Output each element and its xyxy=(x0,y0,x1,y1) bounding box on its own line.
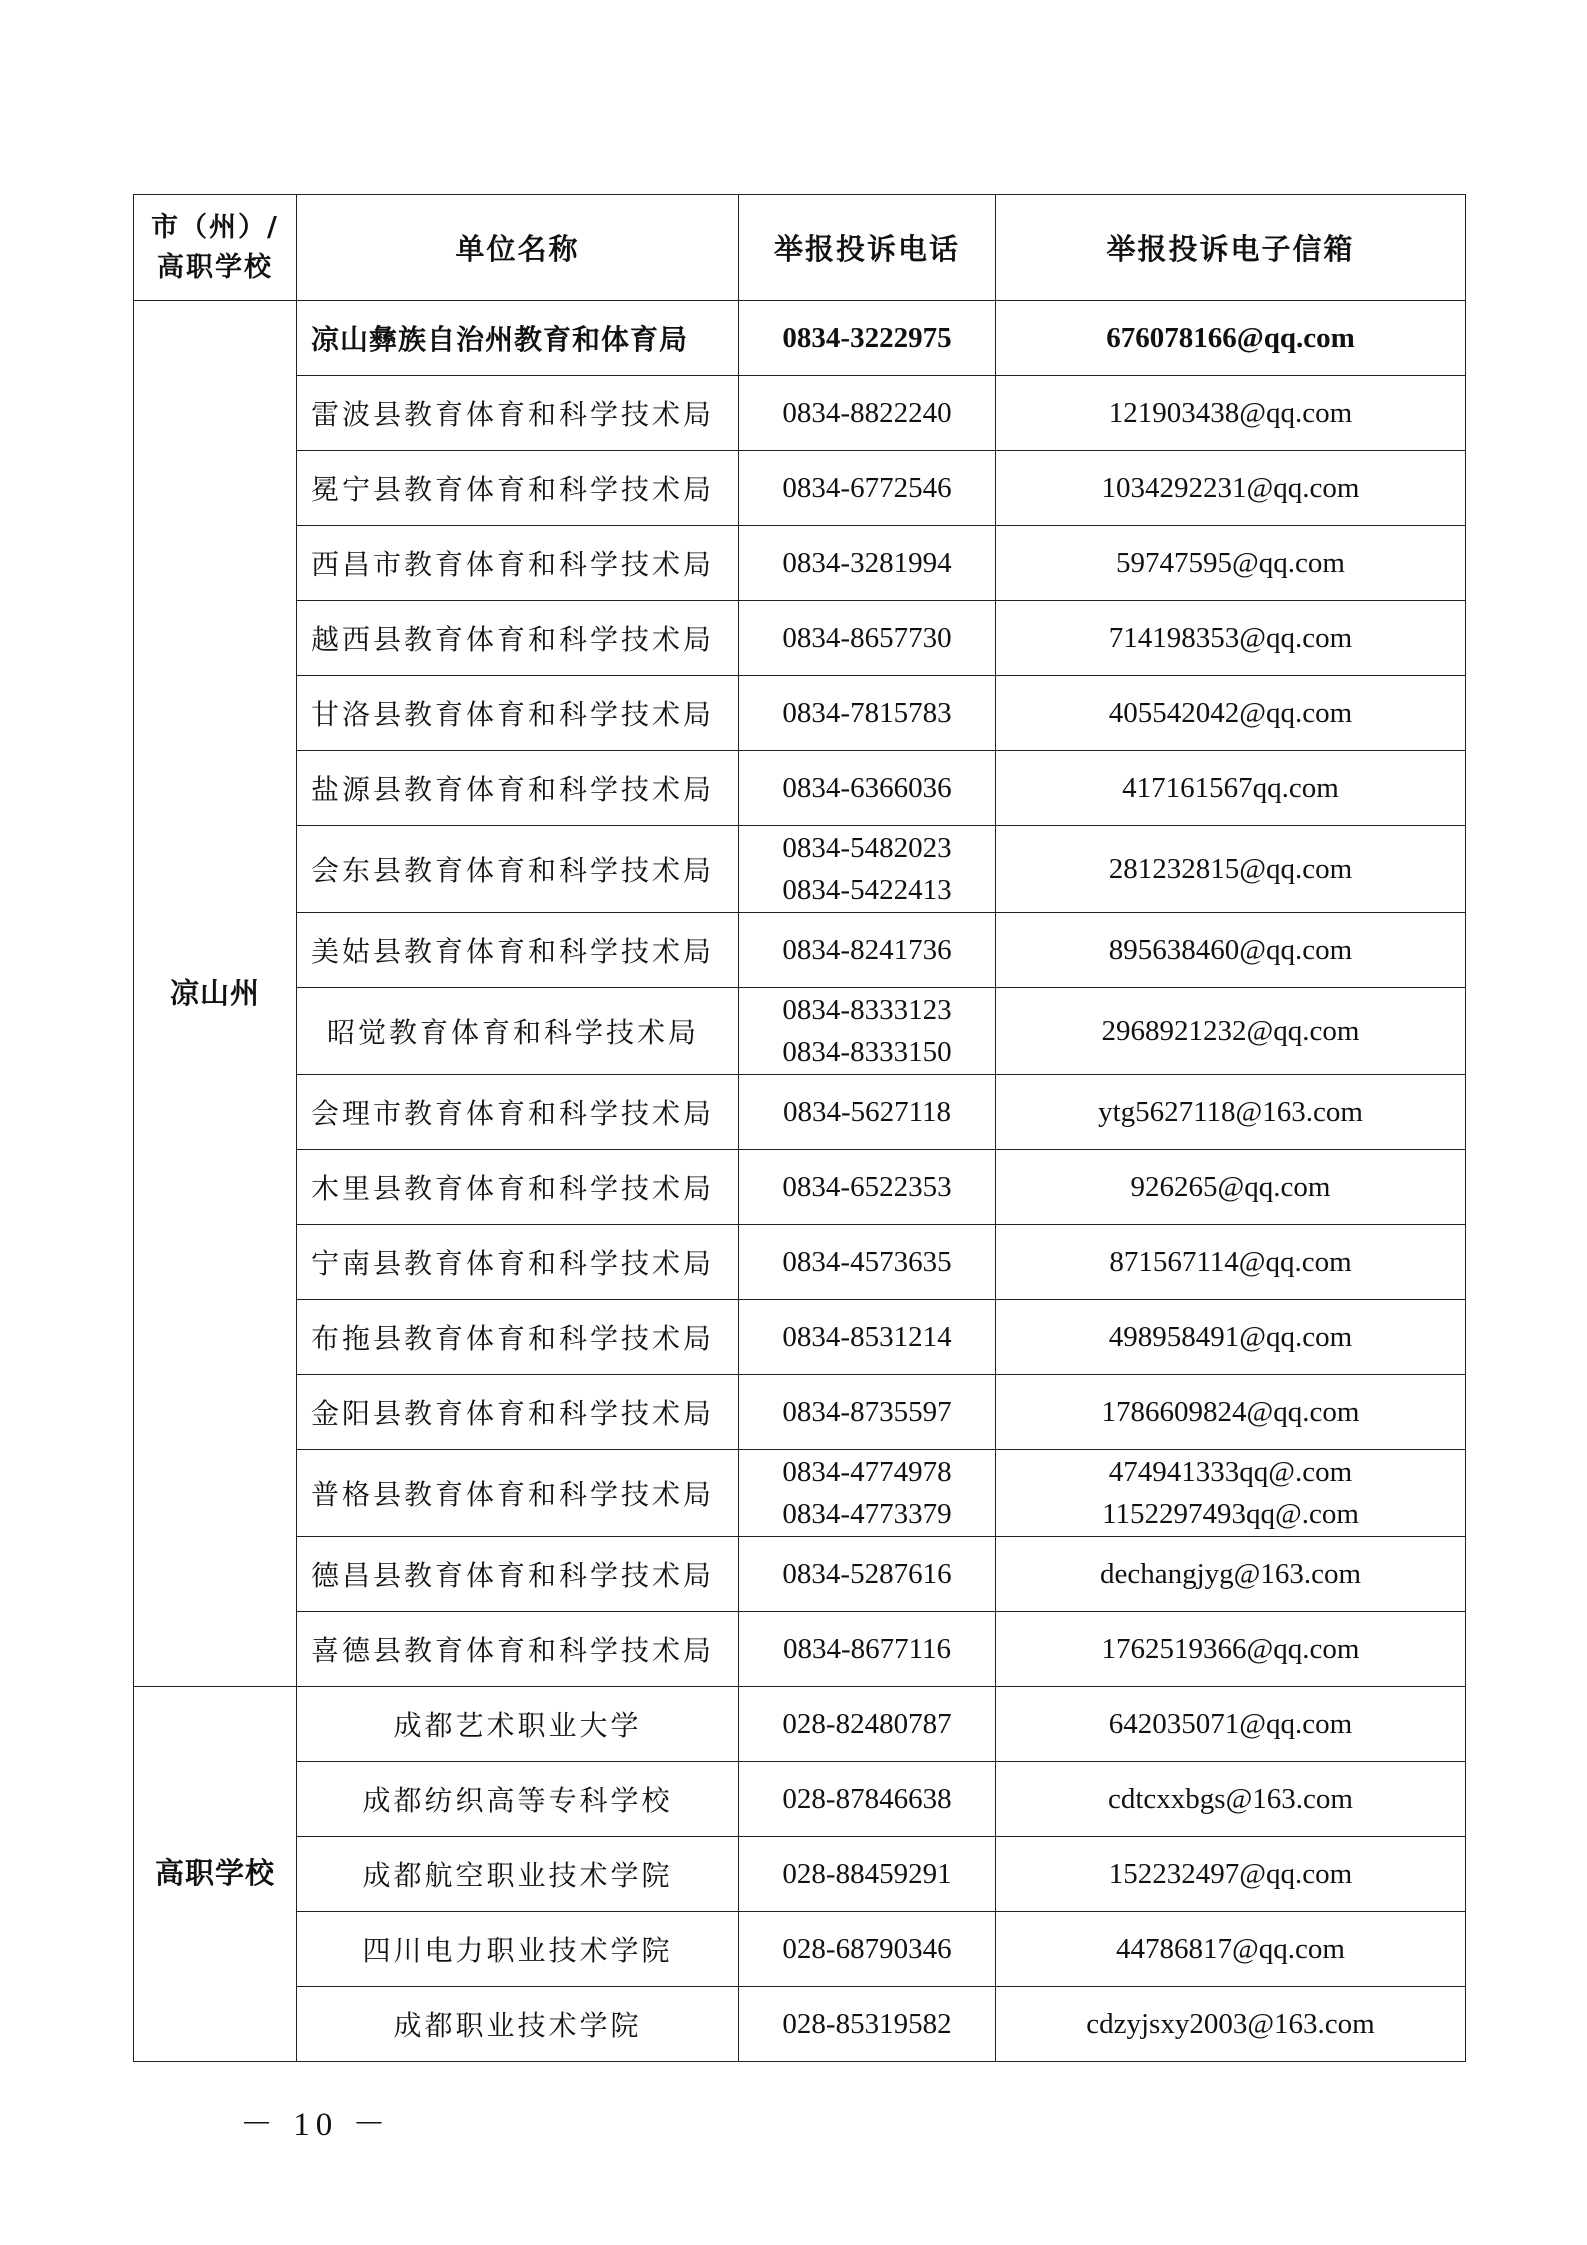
table-row xyxy=(134,1762,1466,1837)
phone-number: 0834-6772546 xyxy=(782,471,952,504)
phone-cell xyxy=(739,1687,996,1762)
table-row xyxy=(134,826,1466,913)
table-row xyxy=(134,988,1466,1075)
phone-number: 028-87846638 xyxy=(782,1782,952,1815)
table-row xyxy=(134,451,1466,526)
table-row xyxy=(134,1375,1466,1450)
table-row xyxy=(134,1687,1466,1762)
email-address: 121903438@qq.com xyxy=(1108,396,1353,429)
phone-number: 0834-8677116 xyxy=(782,1632,952,1665)
unit-name-cell: 会东县教育体育和科学技术局 xyxy=(297,826,739,913)
email-address: 714198353@qq.com xyxy=(1108,621,1353,654)
email-cell xyxy=(996,601,1466,676)
phone-cell xyxy=(739,988,996,1075)
email-address: 1762519366@qq.com xyxy=(1101,1632,1360,1665)
phone-number: 0834-8241736 xyxy=(782,933,952,966)
unit-name-cell: 雷波县教育体育和科学技术局 xyxy=(297,376,739,451)
email-address: 1152297493qq@.com xyxy=(1102,1498,1359,1530)
email-cell xyxy=(996,1837,1466,1912)
table-row xyxy=(134,1987,1466,2062)
unit-name-cell: 昭觉教育体育和科学技术局 xyxy=(297,988,739,1075)
phone-number: 028-82480787 xyxy=(782,1707,952,1740)
phone-cell xyxy=(739,1450,996,1537)
header-phone: 举报投诉电话 xyxy=(739,195,996,301)
phone-number: 0834-8822240 xyxy=(782,396,952,429)
email-address: 2968921232@qq.com xyxy=(1101,1014,1360,1047)
unit-name-cell: 德昌县教育体育和科学技术局 xyxy=(297,1537,739,1612)
phone-number: 0834-5627118 xyxy=(782,1095,952,1128)
email-address: 642035071@qq.com xyxy=(1108,1707,1353,1740)
phone-number: 028-68790346 xyxy=(782,1932,952,1965)
phone-number: 0834-8531214 xyxy=(782,1320,952,1353)
table-row xyxy=(134,1612,1466,1687)
email-cell xyxy=(996,1225,1466,1300)
email-cell xyxy=(996,988,1466,1075)
phone-number: 0834-3281994 xyxy=(782,546,952,579)
email-cell xyxy=(996,1375,1466,1450)
phone-number: 0834-4773379 xyxy=(782,1498,952,1530)
phone-cell xyxy=(739,301,996,376)
table-row xyxy=(134,1300,1466,1375)
email-address: 676078166@qq.com xyxy=(1106,321,1355,354)
phone-cell xyxy=(739,1300,996,1375)
contact-table xyxy=(133,194,1466,2062)
email-address: cdzyjsxy2003@163.com xyxy=(1086,2007,1375,2040)
table-row xyxy=(134,751,1466,826)
phone-cell xyxy=(739,526,996,601)
unit-name-cell: 越西县教育体育和科学技术局 xyxy=(297,601,739,676)
email-cell xyxy=(996,1537,1466,1612)
table-row xyxy=(134,1450,1466,1537)
unit-name-cell: 成都航空职业技术学院 xyxy=(297,1837,739,1912)
email-address: 474941333qq@.com xyxy=(1108,1455,1353,1488)
unit-name-cell: 宁南县教育体育和科学技术局 xyxy=(297,1225,739,1300)
email-address: ytg5627118@163.com xyxy=(1098,1095,1363,1128)
phone-cell xyxy=(739,676,996,751)
phone-cell xyxy=(739,1075,996,1150)
unit-name-cell: 四川电力职业技术学院 xyxy=(297,1912,739,1987)
table-row xyxy=(134,1537,1466,1612)
table-row xyxy=(134,1912,1466,1987)
phone-number: 0834-7815783 xyxy=(782,696,952,729)
email-address: 281232815@qq.com xyxy=(1108,852,1353,885)
region-cell: 凉山州 xyxy=(134,301,297,1687)
email-cell xyxy=(996,451,1466,526)
email-address: 152232497@qq.com xyxy=(1108,1857,1353,1890)
table-row xyxy=(134,1150,1466,1225)
email-address: 1034292231@qq.com xyxy=(1101,471,1360,504)
phone-cell xyxy=(739,826,996,913)
phone-number: 0834-6522353 xyxy=(782,1170,952,1203)
email-address: 871567114@qq.com xyxy=(1109,1245,1352,1278)
unit-name-cell: 木里县教育体育和科学技术局 xyxy=(297,1150,739,1225)
phone-cell xyxy=(739,1150,996,1225)
table-row xyxy=(134,676,1466,751)
phone-number: 0834-8333150 xyxy=(782,1036,952,1068)
email-cell xyxy=(996,826,1466,913)
unit-name-cell: 成都职业技术学院 xyxy=(297,1987,739,2062)
unit-name-cell: 西昌市教育体育和科学技术局 xyxy=(297,526,739,601)
table-row xyxy=(134,601,1466,676)
table-row xyxy=(134,376,1466,451)
email-address: 498958491@qq.com xyxy=(1108,1320,1353,1353)
phone-cell xyxy=(739,451,996,526)
email-cell xyxy=(996,676,1466,751)
email-cell xyxy=(996,1075,1466,1150)
phone-number: 0834-4573635 xyxy=(782,1245,952,1278)
email-cell xyxy=(996,1612,1466,1687)
phone-number: 0834-4774978 xyxy=(782,1455,952,1488)
unit-name-cell: 美姑县教育体育和科学技术局 xyxy=(297,913,739,988)
table-body xyxy=(134,301,1466,2062)
email-cell xyxy=(996,301,1466,376)
unit-name-cell: 盐源县教育体育和科学技术局 xyxy=(297,751,739,826)
email-cell xyxy=(996,913,1466,988)
email-address: dechangjyg@163.com xyxy=(1099,1557,1362,1590)
phone-cell xyxy=(739,1375,996,1450)
unit-name-cell: 成都纺织高等专科学校 xyxy=(297,1762,739,1837)
phone-number: 0834-5482023 xyxy=(782,831,952,864)
phone-number: 0834-6366036 xyxy=(782,771,952,804)
email-cell xyxy=(996,1300,1466,1375)
phone-number: 0834-5422413 xyxy=(782,874,952,906)
page-number: － 10 － xyxy=(240,2107,392,2143)
phone-cell xyxy=(739,1837,996,1912)
phone-number: 0834-5287616 xyxy=(782,1557,952,1590)
phone-cell xyxy=(739,1987,996,2062)
phone-cell xyxy=(739,751,996,826)
header-email: 举报投诉电子信箱 xyxy=(996,195,1466,301)
table-row xyxy=(134,526,1466,601)
email-cell xyxy=(996,1687,1466,1762)
phone-cell xyxy=(739,601,996,676)
table-row xyxy=(134,1075,1466,1150)
email-address: 417161567qq.com xyxy=(1122,771,1339,804)
unit-name-cell: 会理市教育体育和科学技术局 xyxy=(297,1075,739,1150)
phone-cell xyxy=(739,1225,996,1300)
email-address: cdtcxxbgs@163.com xyxy=(1108,1782,1353,1815)
unit-name-cell: 冕宁县教育体育和科学技术局 xyxy=(297,451,739,526)
email-address: 926265@qq.com xyxy=(1130,1170,1331,1203)
header-unit: 单位名称 xyxy=(297,195,739,301)
email-cell xyxy=(996,376,1466,451)
email-address: 405542042@qq.com xyxy=(1108,696,1353,729)
phone-number: 028-85319582 xyxy=(782,2007,952,2040)
phone-cell xyxy=(739,1762,996,1837)
phone-cell xyxy=(739,1912,996,1987)
email-address: 59747595@qq.com xyxy=(1116,546,1345,579)
header-row xyxy=(134,195,1466,301)
email-cell xyxy=(996,526,1466,601)
email-cell xyxy=(996,1987,1466,2062)
unit-name-cell: 普格县教育体育和科学技术局 xyxy=(297,1450,739,1537)
email-address: 895638460@qq.com xyxy=(1108,933,1353,966)
phone-number: 0834-3222975 xyxy=(782,321,952,354)
email-cell xyxy=(996,1762,1466,1837)
phone-cell xyxy=(739,1537,996,1612)
phone-number: 0834-8333123 xyxy=(782,993,952,1026)
phone-number: 028-88459291 xyxy=(782,1857,952,1890)
unit-name-cell: 金阳县教育体育和科学技术局 xyxy=(297,1375,739,1450)
unit-name-cell: 甘洛县教育体育和科学技术局 xyxy=(297,676,739,751)
phone-cell xyxy=(739,913,996,988)
email-address: 1786609824@qq.com xyxy=(1101,1395,1360,1428)
phone-number: 0834-8735597 xyxy=(782,1395,952,1428)
table-row xyxy=(134,301,1466,376)
email-cell xyxy=(996,1912,1466,1987)
phone-cell xyxy=(739,1612,996,1687)
table-row xyxy=(134,1837,1466,1912)
table-row xyxy=(134,1225,1466,1300)
table-row xyxy=(134,913,1466,988)
phone-number: 0834-8657730 xyxy=(782,621,952,654)
region-cell: 高职学校 xyxy=(134,1687,297,2062)
phone-cell xyxy=(739,376,996,451)
email-cell xyxy=(996,1150,1466,1225)
email-cell xyxy=(996,1450,1466,1537)
unit-name-cell: 布拖县教育体育和科学技术局 xyxy=(297,1300,739,1375)
header-region: 市（州）/高职学校 xyxy=(134,195,297,301)
email-address: 44786817@qq.com xyxy=(1116,1932,1345,1965)
unit-name-cell: 成都艺术职业大学 xyxy=(297,1687,739,1762)
unit-name-cell: 喜德县教育体育和科学技术局 xyxy=(297,1612,739,1687)
unit-name-cell: 凉山彝族自治州教育和体育局 xyxy=(297,301,739,376)
email-cell xyxy=(996,751,1466,826)
